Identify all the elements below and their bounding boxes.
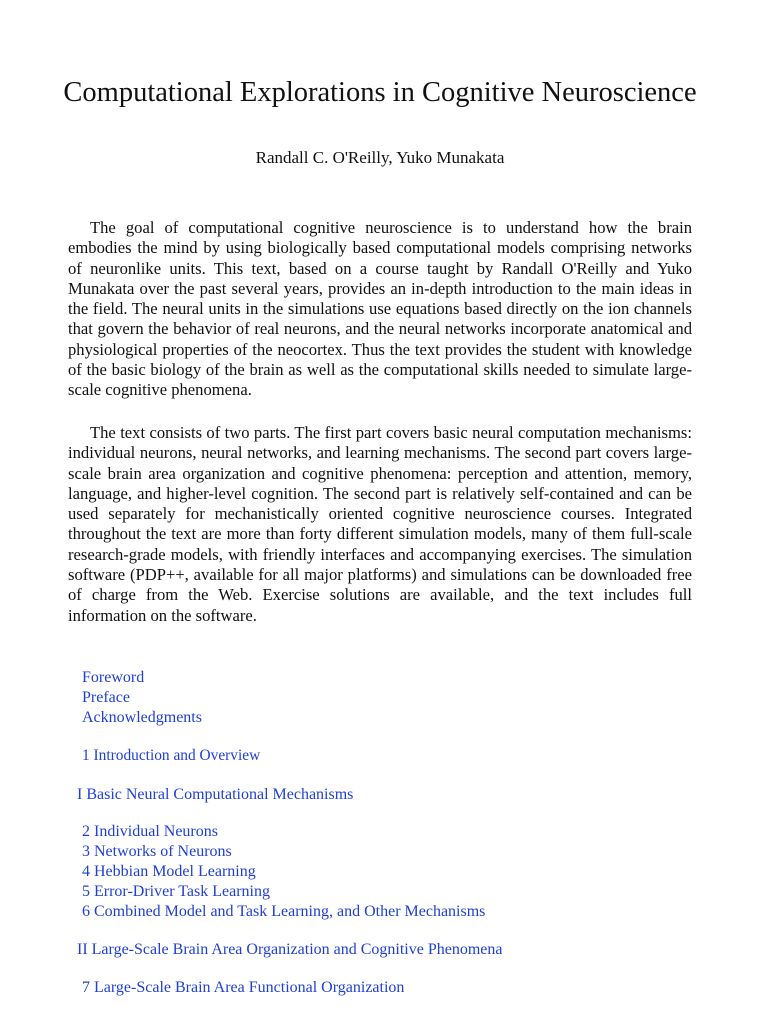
abstract-paragraph-2: The text consists of two parts. The first part covers basic neural computation mechanisms: individual neurons, neural networks, and learning mechanisms. The second part covers large-scale brain area organization and cognitive phenomena: perception and attention, memory, language, and higher-level cognition. The second part is relatively self-contained and can be used separately for mechanistically oriented cognitive neuroscience courses. Integrated throughout the text are more than forty different simulation models, many of them full-scale research-grade models, with friendly interfaces and accompanying exercises. The simulation software (PDP++, available for all major platforms) and simulations can be downloaded free of charge from the Web. Exercise solutions are available, and the text includes full information on the software. bbox=[68, 423, 692, 625]
toc-link-preface[interactable]: Preface bbox=[82, 689, 130, 706]
toc-link-foreword[interactable]: Foreword bbox=[82, 669, 145, 686]
toc-link-part-1[interactable]: I Basic Neural Computational Mechanisms bbox=[77, 786, 354, 803]
toc-link-chapter-5[interactable]: 5 Error-Driver Task Learning bbox=[82, 883, 270, 900]
toc-link-chapter-4[interactable]: 4 Hebbian Model Learning bbox=[82, 863, 256, 880]
toc-link-chapter-3[interactable]: 3 Networks of Neurons bbox=[82, 843, 232, 860]
abstract-paragraph-1: The goal of computational cognitive neuroscience is to understand how the brain embodies the mind by using biologically based computational models comprising networks of neuronlike units. This text, based on a course taught by Randall O'Reilly and Yuko Munakata over the past several years, provides an in-depth introduction to the main ideas in the field. The neural units in the simulations use equations based directly on the ion channels that govern the behavior of real neurons, and the neural networks incorporate anatomical and physiological properties of the neocortex. Thus the text provides the student with knowledge of the basic biology of the brain as well as the computational skills needed to simulate large-scale cognitive phenomena. bbox=[68, 218, 692, 400]
page-title: Computational Explorations in Cognitive Neuroscience bbox=[63, 77, 697, 108]
toc-link-chapter-2[interactable]: 2 Individual Neurons bbox=[82, 823, 218, 840]
toc-link-chapter-7[interactable]: 7 Large-Scale Brain Area Functional Organization bbox=[82, 979, 405, 996]
toc-link-chapter-1[interactable]: 1 Introduction and Overview bbox=[82, 747, 261, 764]
toc-link-acknowledgments[interactable]: Acknowledgments bbox=[82, 709, 202, 726]
toc-link-chapter-6[interactable]: 6 Combined Model and Task Learning, and Other Mechanisms bbox=[82, 903, 486, 920]
toc-link-part-2[interactable]: II Large-Scale Brain Area Organization and Cognitive Phenomena bbox=[77, 941, 503, 958]
authors-line: Randall C. O'Reilly, Yuko Munakata bbox=[255, 148, 505, 167]
